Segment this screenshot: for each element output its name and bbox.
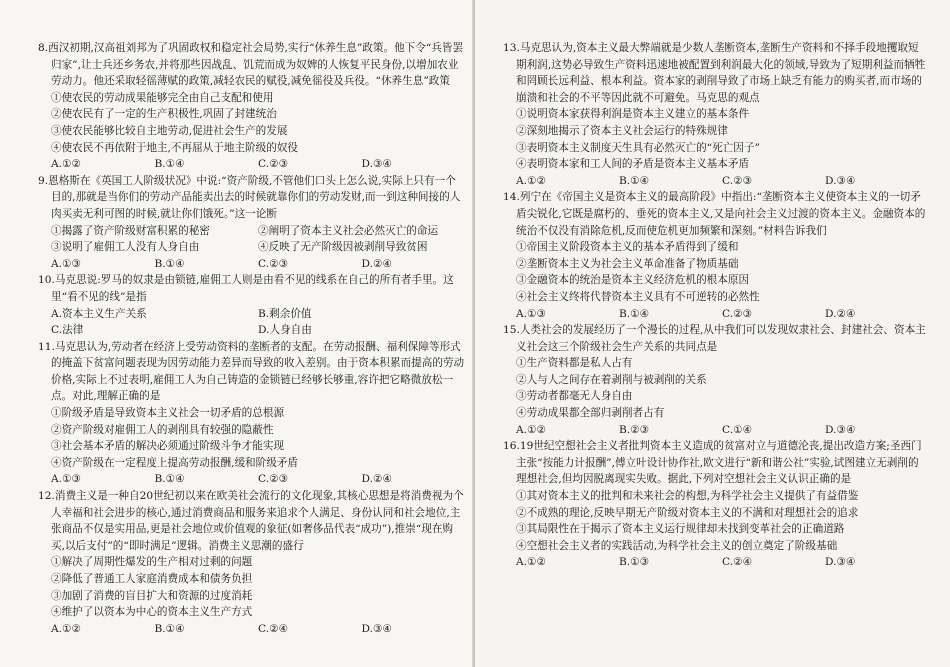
option-d: D.②④ xyxy=(825,307,856,320)
statement: ④反映了无产阶级因被剥削导致贫困 xyxy=(258,241,428,254)
option-a: A.①② xyxy=(51,158,82,171)
option-c: C.②③ xyxy=(258,473,289,486)
statement: ③劳动者都毫无人身自由 xyxy=(516,390,633,403)
statement: ②使农民有了一定的生产积极性,巩固了封建统治 xyxy=(51,108,277,121)
statement: ②人与人之间存在着剥削与被剥削的关系 xyxy=(516,373,707,386)
question-11 xyxy=(38,339,465,488)
option-d: D.③④ xyxy=(825,556,856,569)
statement: ③加剧了消费的盲目扩大和资源的过度消耗 xyxy=(51,589,253,602)
question-stem: 16.19世纪空想社会主义者批判资本主义造成的贫富对立与道德沦丧,提出改造方案;圣西门主张“按能力计报酬”,傅立叶设计协作社,欧文进行“新和谐公社”实验,试图建立无剥削的理想社会,但均因脱离现实失败。据此,下列对空想社会主义认识正确的是 xyxy=(503,440,922,486)
option-a: A.①② xyxy=(516,556,547,569)
question-9 xyxy=(38,173,465,273)
statement: ②阐明了资本主义社会必然灭亡的命运 xyxy=(258,224,439,237)
option-d: D.②④ xyxy=(361,257,392,270)
option-d: D.③④ xyxy=(361,158,392,171)
question-stem: 11.马克思认为,劳动者在经济上受劳动资料的垄断者的支配。在劳动报酬、福利保障等形式的掩盖下贫富问题表现为因劳动能力差异而导致的收入差别。由于资本积累而提高的劳动价格,实际上不过表明,雇佣工人为自己铸造的金锁链已经够长够重,容许把它略微放松一点。对此,理解正确的是 xyxy=(38,340,465,403)
question-10 xyxy=(38,272,465,338)
statement: ②深刻地揭示了资本主义社会运行的特殊规律 xyxy=(516,124,728,137)
statement: ①揭露了资产阶级财富积累的秘密 xyxy=(51,224,210,237)
statement: ②资产阶级对雇佣工人的剥削具有较强的隐蔽性 xyxy=(51,423,274,436)
option-c: C.法律 xyxy=(51,324,84,337)
question-stem: 14.列宁在《帝国主义是资本主义的最高阶段》中指出:“垄断资本主义使资本主义的一切矛盾尖锐化,它既是腐朽的、垂死的资本主义,又是向社会主义过渡的资本主义。金融资本的统治不仅没有消除危机,反而使危机更加频繁和深刻。”材料告诉我们 xyxy=(503,191,926,237)
statement: ①解决了周期性爆发的生产相对过剩的问题 xyxy=(51,556,253,569)
answer-options xyxy=(503,554,928,571)
statement: ④资产阶级在一定程度上提高劳动报酬,缓和阶级矛盾 xyxy=(51,456,299,469)
statement: ③其局限性在于揭示了资本主义运行规律却未找到变革社会的正确道路 xyxy=(516,523,845,536)
option-c: C.①④ xyxy=(722,423,753,436)
question-stem: 9.恩格斯在《英国工人阶级状况》中说:“资产阶级,不管他们口头上怎么说,实际上只有一个目的,那就是当你们的劳动产品能卖出去的时候就靠你们的劳动发财,而一到这种间接的人肉买卖无利可图的时候,就让你们饿死。”这一论断 xyxy=(38,174,461,220)
option-d: D.②④ xyxy=(361,473,392,486)
statement: ④劳动成果都全部归剥削者占有 xyxy=(516,407,665,420)
statement: ③使农民能够比较自主地劳动,促进社会生产的发展 xyxy=(51,124,288,137)
option-b: B.剩余价值 xyxy=(258,307,312,320)
statement: ③社会基本矛盾的解决必须通过阶级斗争才能实现 xyxy=(51,440,285,453)
statement: ③说明了雇佣工人没有人身自由 xyxy=(51,241,200,254)
statement: ②不成熟的理论,反映早期无产阶级对资本主义的不满和对理想社会的追求 xyxy=(516,506,859,519)
option-b: B.①④ xyxy=(619,174,650,187)
option-b: B.①④ xyxy=(154,473,185,486)
option-a: A.资本主义生产关系 xyxy=(51,307,147,320)
question-stem: 13.马克思认为,资本主义最大弊端就是少数人垄断资本,垄断生产资料和不择手段地攫取短期利润,这势必导致生产资料迅速地被配置到利润最大化的领域,导致为了短期利益而牺牲和罔顾长远利益、根本利益。资本家的剥削导致了市场上缺乏有能力的购买者,而市场的崩溃和社会的不平等因此就不可避免。马克思的观点 xyxy=(503,42,926,104)
option-b: B.①④ xyxy=(154,622,185,635)
option-b: B.①④ xyxy=(619,307,650,320)
answer-options xyxy=(38,156,465,173)
question-stem: 10.马克思说:罗马的奴隶是由锁链,雇佣工人则是由看不见的线系在自己的所有者手里。这里“看不见的线”是指 xyxy=(38,274,454,303)
answer-options xyxy=(503,422,928,439)
statement: ①阶级矛盾是导致资本主义社会一切矛盾的总根源 xyxy=(51,407,285,420)
question-12 xyxy=(38,488,465,637)
option-a: A.①② xyxy=(516,174,547,187)
statement: ④表明资本家和工人间的矛盾是资本主义基本矛盾 xyxy=(516,158,750,171)
option-c: C.②③ xyxy=(722,174,753,187)
option-a: A.①③ xyxy=(51,257,82,270)
statement: ③表明资本主义制度天生具有必然灭亡的“死亡因子” xyxy=(516,141,760,154)
statement: ①说明资本家获得利润是资本主义建立的基本条件 xyxy=(516,108,750,121)
statement: ③金融资本的统治是资本主义经济危机的根本原因 xyxy=(516,274,750,287)
option-a: A.①② xyxy=(516,423,547,436)
right-page xyxy=(475,0,950,667)
option-b: B.②③ xyxy=(619,423,650,436)
statement: ④使农民不再依附于地主,不再屈从于地主阶级的奴役 xyxy=(51,141,299,154)
option-b: B.①③ xyxy=(619,556,650,569)
option-d: D.③④ xyxy=(361,622,392,635)
question-stem: 15.人类社会的发展经历了一个漫长的过程,从中我们可以发现奴隶社会、封建社会、资本主义社会这三个阶级社会生产关系的共同点是 xyxy=(503,324,926,353)
option-b: B.①④ xyxy=(154,158,185,171)
option-d: D.③④ xyxy=(825,423,856,436)
option-d: D.人身自由 xyxy=(258,324,312,337)
question-13 xyxy=(503,40,928,189)
question-8 xyxy=(38,40,465,173)
statement: ④空想社会主义者的实践活动,为科学社会主义的创立奠定了阶级基础 xyxy=(516,539,838,552)
option-c: C.②④ xyxy=(258,622,289,635)
option-d: D.③④ xyxy=(825,174,856,187)
statement: ①其对资本主义的批判和未来社会的构想,为科学社会主义提供了有益借鉴 xyxy=(516,490,859,503)
answer-options xyxy=(38,471,465,488)
answer-options xyxy=(503,173,928,190)
option-a: A.①③ xyxy=(51,473,82,486)
question-stem: 12.消费主义是一种自20世纪初以来在欧美社会流行的文化现象,其核心思想是将消费视为个人幸福和社会进步的核心,通过消费商品和服务来追求个人满足、身份认同和社会地位,主张商品不仅是实用品,更是社会地位或价值观的象征(如奢侈品代表“成功”),推崇“现在购买,以后支付”的“即时满足”逻辑。消费主义思潮的盛行 xyxy=(38,490,464,552)
option-a: A.①② xyxy=(51,622,82,635)
question-stem: 8.西汉初期,汉高祖刘邦为了巩固政权和稳定社会局势,实行“休养生息”政策。他下令“兵皆罢归家”,让士兵还乡务农,并将那些因战乱、饥荒而成为奴婢的人恢复平民身份,以增加农业劳动力。他还采取轻徭薄赋的政策,减轻农民的赋役,减免徭役及兵役。“休养生息”政策 xyxy=(38,42,464,88)
answer-options xyxy=(503,306,928,323)
option-b: B.①④ xyxy=(154,257,185,270)
statement: ①生产资料都是私人占有 xyxy=(516,357,633,370)
statement: ①帝国主义阶段资本主义的基本矛盾得到了缓和 xyxy=(516,241,739,254)
question-14 xyxy=(503,189,928,322)
answer-options xyxy=(38,256,465,273)
option-c: C.②③ xyxy=(258,158,289,171)
statements-grid xyxy=(38,223,465,256)
question-16 xyxy=(503,438,928,571)
option-a: A.①③ xyxy=(516,307,547,320)
answer-options xyxy=(38,306,465,339)
option-c: C.②③ xyxy=(258,257,289,270)
statement: ④维护了以资本为中心的资本主义生产方式 xyxy=(51,606,253,619)
answer-options xyxy=(38,621,465,638)
statement: ②降低了普通工人家庭消费成本和债务负担 xyxy=(51,573,253,585)
question-15 xyxy=(503,322,928,438)
statement: ②垄断资本主义为社会主义革命准备了物质基础 xyxy=(516,257,739,270)
option-c: C.②④ xyxy=(722,556,753,569)
statement: ①使农民的劳动成果能够完全由自己支配和使用 xyxy=(51,91,274,104)
statement: ④社会主义终将代替资本主义具有不可逆转的必然性 xyxy=(516,290,760,303)
option-c: C.②③ xyxy=(722,307,753,320)
